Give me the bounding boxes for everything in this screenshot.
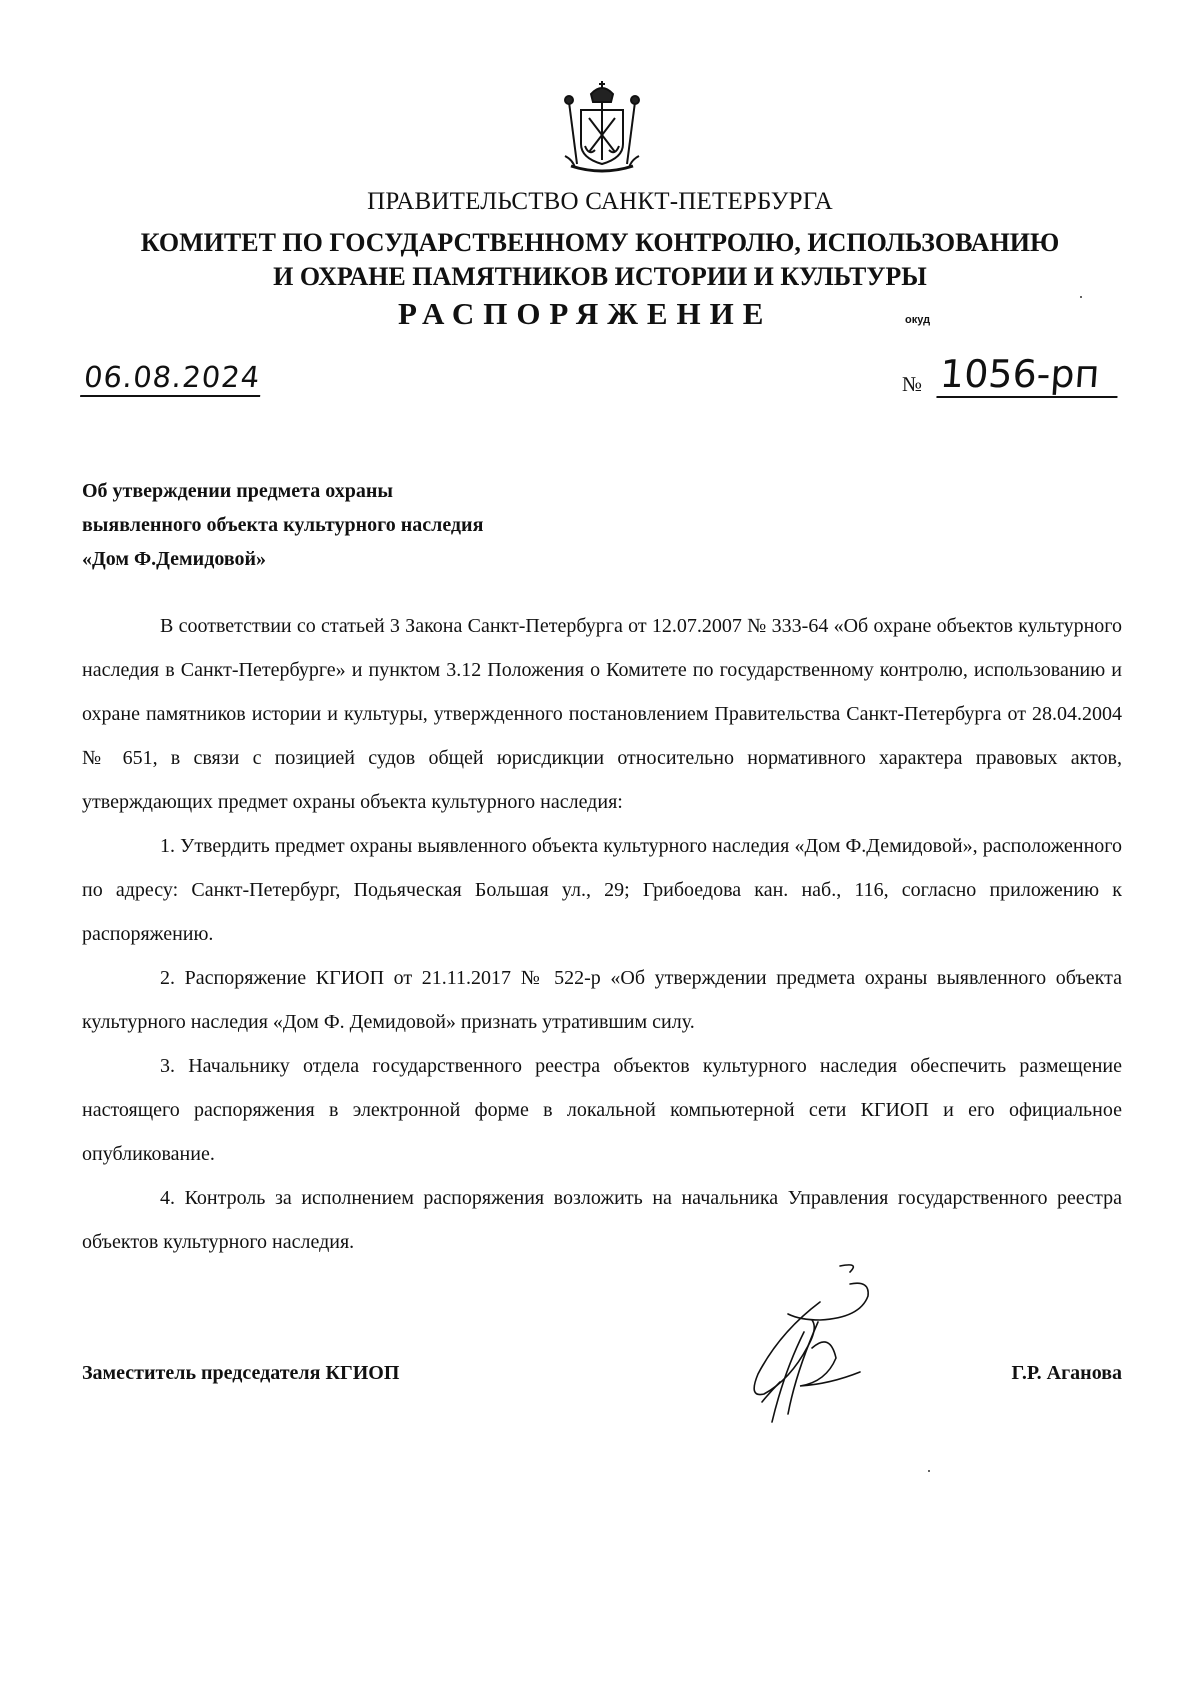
document-date: 06.08.2024 (80, 360, 264, 397)
document-subject (82, 474, 483, 576)
scan-speck (928, 1470, 930, 1472)
coat-of-arms-icon (561, 80, 643, 176)
okud-label: окуд (905, 314, 931, 326)
subject-line-2: выявленного объекта культурного наследия (82, 514, 484, 536)
item-3-paragraph: 3. Начальнику отдела государственного реестра объектов культурного наследия обеспечить размещение настоящего распоряжения в электронной форме в локальной компьютерной сети КГИОП и его официальное опубликование. (82, 1055, 1122, 1165)
item-4-paragraph: 4. Контроль за исполнением распоряжения возложить на начальника Управления государственного реестра объектов культурного наследия. (82, 1187, 1122, 1253)
government-name: ПРАВИТЕЛЬСТВО САНКТ-ПЕТЕРБУРГА (367, 188, 833, 215)
document-body (82, 604, 1122, 1264)
committee-line-1: КОМИТЕТ ПО ГОСУДАРСТВЕННОМУ КОНТРОЛЮ, ИСПОЛЬЗОВАНИЮ (140, 228, 1060, 257)
subject-line-3: «Дом Ф.Демидовой» (82, 548, 267, 570)
signatory-title: Заместитель председателя КГИОП (82, 1362, 400, 1384)
scan-speck (1080, 296, 1082, 298)
subject-line-1: Об утверждении предмета охраны (82, 480, 393, 502)
item-1-paragraph: 1. Утвердить предмет охраны выявленного объекта культурного наследия «Дом Ф.Демидовой», расположенного по адресу: Санкт-Петербург, Подьяческая Большая ул., 29; Грибоедова кан. наб., 116, согласно приложению к распоряжению. (82, 835, 1122, 945)
preamble-paragraph: В соответствии со статьей 3 Закона Санкт-Петербурга от 12.07.2007 № 333-64 «Об охране объектов культурного наследия в Санкт-Петербурге» и пунктом 3.12 Положения о Комитете по государственному контролю, использованию и охране памятников истории и культуры, утвержденного постановлением Правительства Санкт-Петербурга от 28.04.2004 № 651, в связи с позицией судов общей юрисдикции относительно нормативного характера правовых актов, утверждающих предмет охраны объекта культурного наследия: (82, 615, 1122, 813)
committee-name (0, 226, 1200, 294)
signatory-name: Г.Р. Аганова (1011, 1362, 1122, 1384)
committee-line-2: И ОХРАНЕ ПАМЯТНИКОВ ИСТОРИИ И КУЛЬТУРЫ (273, 262, 927, 291)
document-number: 1056-рп (936, 352, 1121, 398)
document-type: РАСПОРЯЖЕНИЕ (398, 296, 773, 331)
item-2-paragraph: 2. Распоряжение КГИОП от 21.11.2017 № 522-р «Об утверждении предмета охраны выявленного объекта культурного наследия «Дом Ф. Демидовой» признать утратившим силу. (82, 967, 1122, 1033)
handwritten-signature (700, 1262, 950, 1442)
number-sign: № (902, 372, 923, 396)
